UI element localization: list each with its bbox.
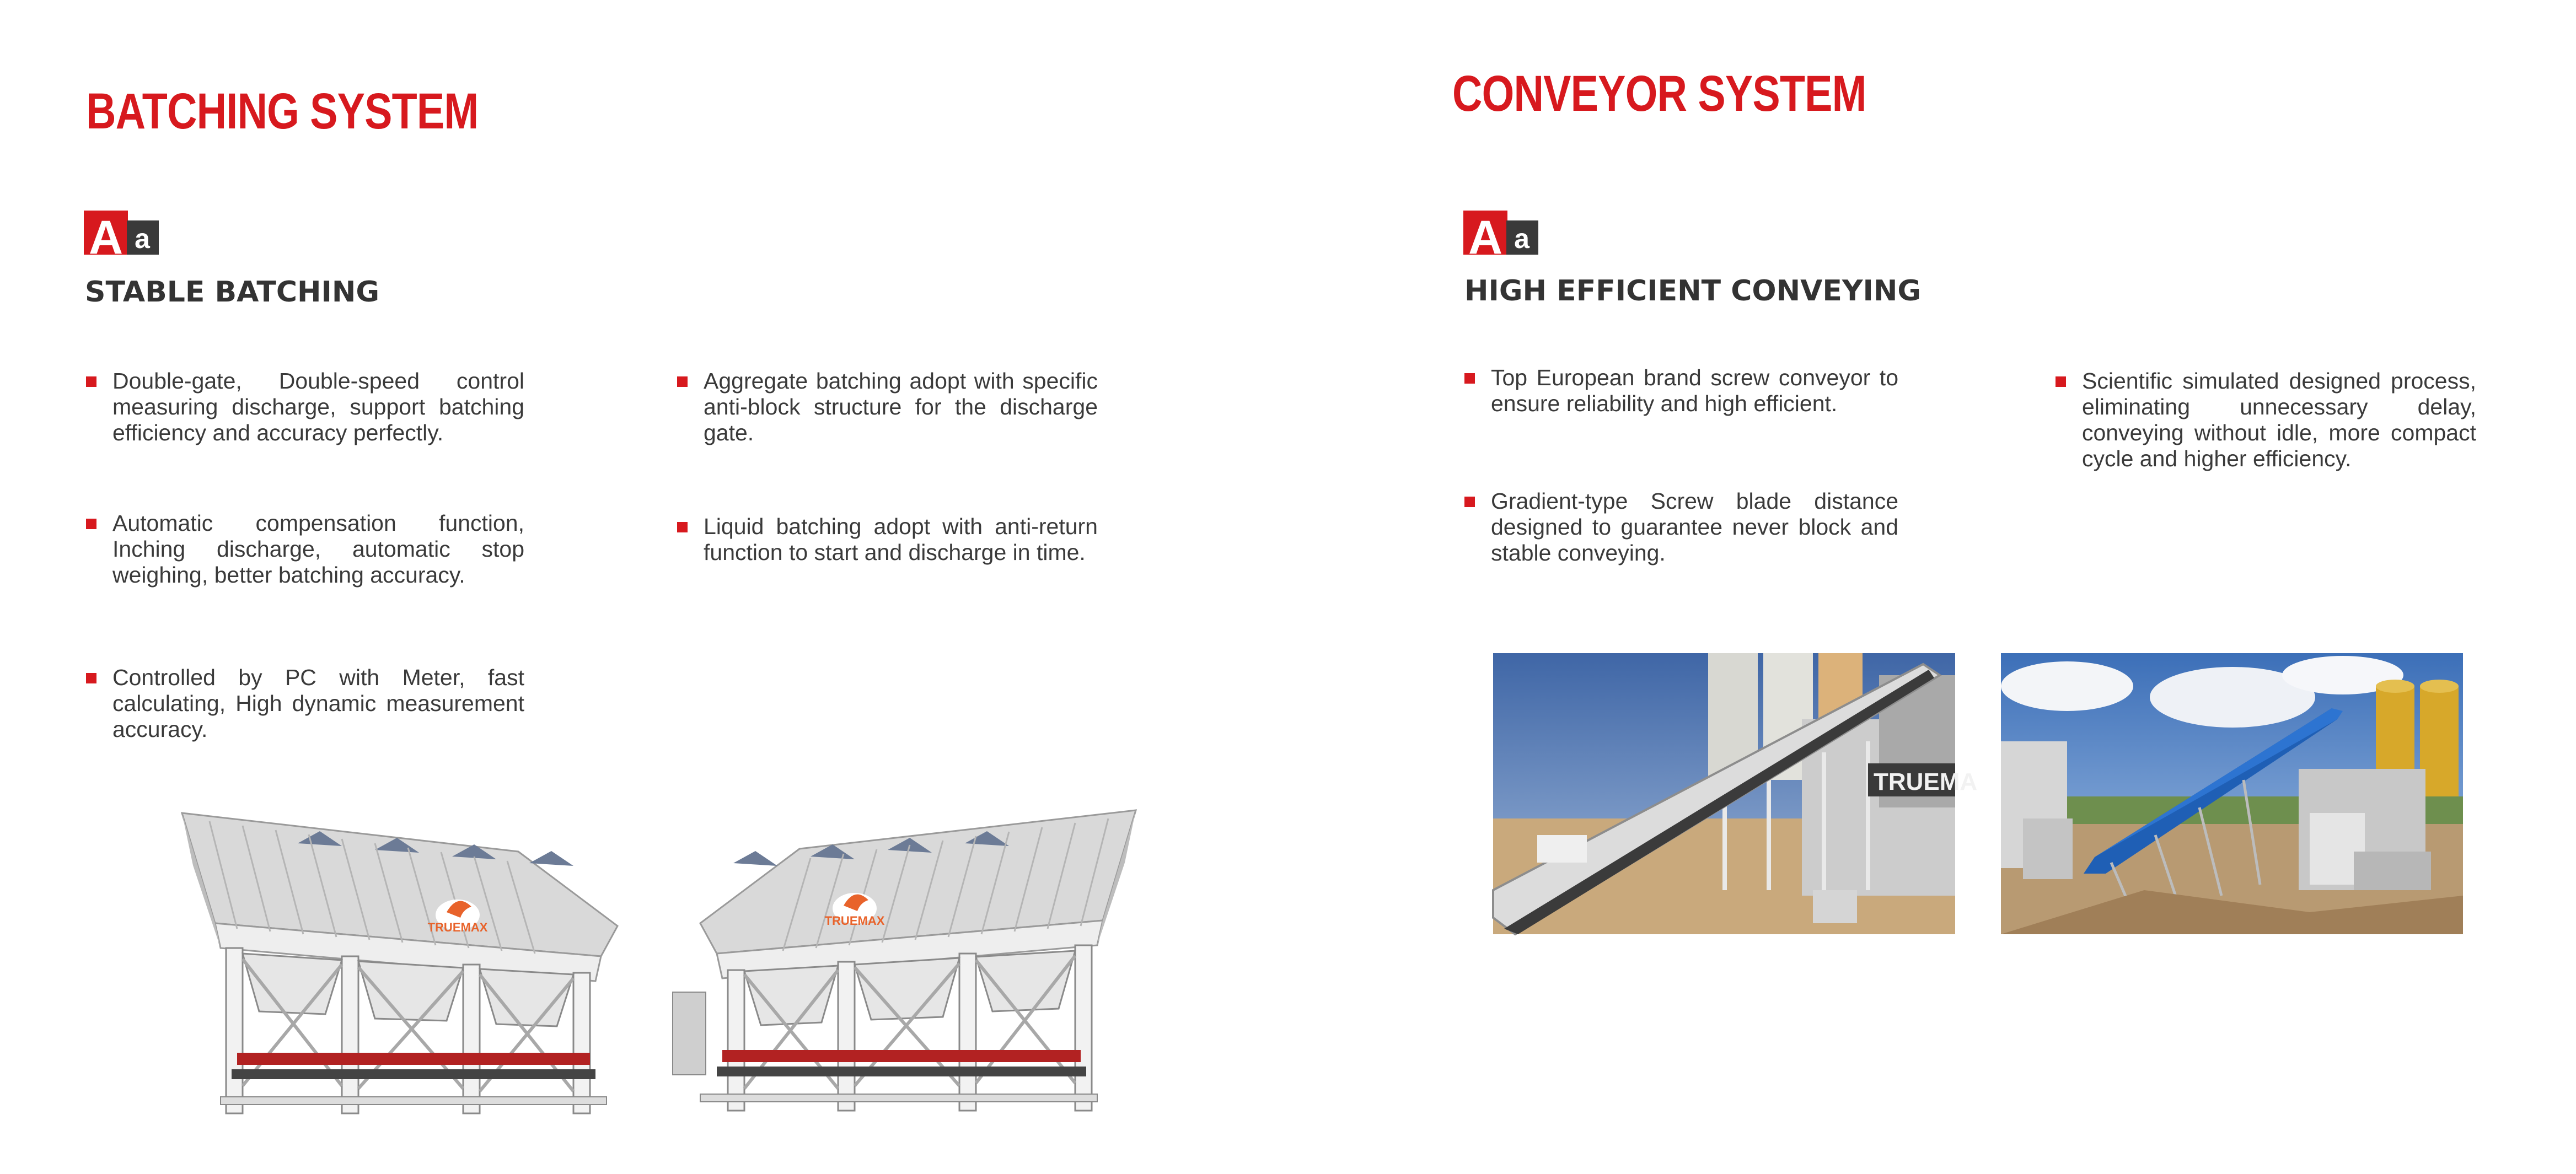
bullet-text: Automatic compensation function, Inching discharge, automatic stop weighing, better batching accuracy. [112, 510, 524, 588]
brand-label-left: TRUEMAX [427, 920, 488, 934]
logo-big-letter: A [1468, 211, 1503, 264]
bullet-square-icon [1464, 497, 1475, 507]
batching-machine-right [673, 810, 1136, 1111]
font-logo-icon [84, 208, 160, 264]
list-item [677, 514, 1098, 566]
bullet-square-icon [2056, 376, 2066, 387]
bullet-text: Controlled by PC with Meter, fast calculating, High dynamic measurement accuracy. [112, 665, 524, 742]
list-item [1464, 365, 1898, 417]
conveyor-system-title: CONVEYOR SYSTEM [1452, 66, 1866, 122]
logo-big-letter: A [88, 211, 124, 264]
bullet-text: Double-gate, Double-speed control measuring discharge, support batching efficiency and accuracy perfectly. [112, 368, 524, 445]
bullet-text: Top European brand screw conveyor to ensure reliability and high efficient. [1491, 365, 1898, 416]
brand-label-right: TRUEMAX [824, 914, 885, 928]
bullet-text: Scientific simulated designed process, eliminating unnecessary delay, conveying without idle, more compact cycle and higher efficiency. [2082, 368, 2476, 471]
batching-system-title: BATCHING SYSTEM [86, 83, 479, 139]
high-efficient-conveying-heading: HIGH EFFICIENT CONVEYING [1464, 274, 1922, 308]
list-item [86, 665, 524, 742]
list-item [1464, 488, 1898, 566]
bullet-square-icon [86, 673, 96, 683]
belt-conveyor-photo [1493, 653, 1978, 934]
list-item [86, 368, 524, 446]
bullet-square-icon [677, 522, 688, 532]
font-logo-icon [1463, 208, 1539, 264]
bullet-text: Aggregate batching adopt with specific anti-block structure for the discharge gate. [704, 368, 1098, 445]
logo-small-letter: a [135, 223, 150, 254]
photo-brand-label: TRUEMA [1874, 768, 1978, 795]
list-item [2056, 368, 2476, 472]
bullet-text: Gradient-type Screw blade distance designed to guarantee never block and stable conveying. [1491, 488, 1898, 566]
bullet-square-icon [86, 376, 96, 387]
stable-batching-heading: STABLE BATCHING [85, 276, 380, 309]
bullet-square-icon [677, 376, 688, 387]
batching-machine-left [182, 813, 618, 1113]
batching-machine-image [176, 799, 1141, 1130]
logo-small-letter: a [1514, 223, 1530, 254]
list-item [677, 368, 1098, 446]
list-item [86, 510, 524, 588]
bullet-square-icon [1464, 373, 1475, 384]
bullet-square-icon [86, 519, 96, 529]
bullet-text: Liquid batching adopt with anti-return function to start and discharge in time. [704, 514, 1098, 565]
blue-conveyor-photo [2001, 653, 2463, 934]
